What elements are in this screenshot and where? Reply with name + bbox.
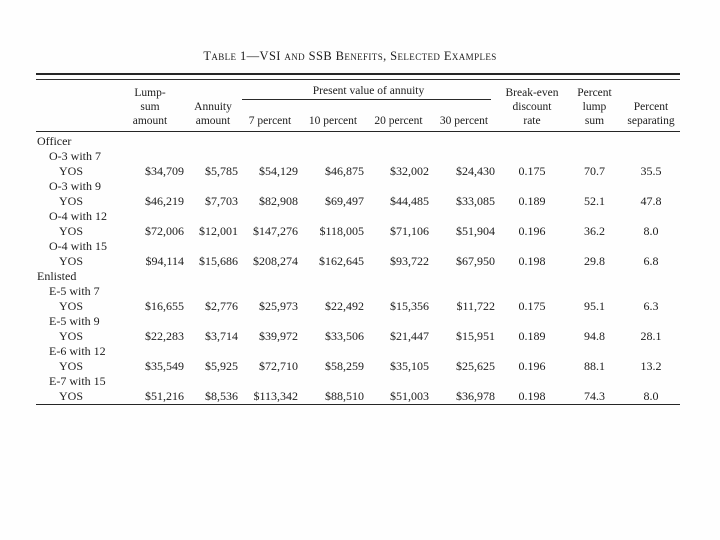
group-row: [36, 269, 680, 284]
cell-percent-lump: 70.7: [584, 164, 605, 178]
cell-pv-20: $71,106: [390, 224, 429, 238]
cell-pv-30: $24,430: [456, 164, 495, 178]
present-value-spanner-rule: [242, 99, 491, 100]
cell-pv-7: $208,274: [253, 254, 298, 268]
cell-percent-separating: 8.0: [643, 224, 659, 238]
cell-percent-lump: 88.1: [584, 359, 605, 373]
cell-pv-30: $51,904: [456, 224, 495, 238]
data-row: [36, 194, 680, 209]
header-percent-separating-line: separating: [627, 115, 675, 127]
cell-pv-10: $58,259: [325, 359, 364, 373]
header-percent-lump-line: sum: [584, 115, 605, 127]
rank-row: [36, 314, 680, 329]
header-break-even-line: rate: [523, 115, 541, 127]
rank-row: [36, 209, 680, 224]
cell-annuity: $5,925: [205, 359, 238, 373]
cell-pv-7: $54,129: [259, 164, 298, 178]
cell-percent-lump: 94.8: [584, 329, 605, 343]
cell-percent-lump: 95.1: [584, 299, 605, 313]
cell-percent-lump: 74.3: [584, 389, 605, 403]
rank-row: [36, 149, 680, 164]
yos-label: YOS: [59, 224, 84, 238]
cell-pv-20: $15,356: [390, 299, 429, 313]
cell-percent-separating: 28.1: [640, 329, 662, 343]
cell-pv-10: $69,497: [325, 194, 364, 208]
cell-pv-10: $162,645: [319, 254, 364, 268]
cell-pv-20: $21,447: [390, 329, 429, 343]
header-rule: [36, 131, 680, 132]
header-annuity-line: amount: [195, 115, 231, 127]
cell-annuity: $15,686: [199, 254, 238, 268]
table-header: [36, 84, 680, 128]
header-break-even: [497, 86, 567, 128]
cell-pv-7: $147,276: [253, 224, 298, 238]
header-20-percent: 20 percent: [374, 115, 423, 127]
group-label-enlisted: Enlisted: [37, 269, 77, 283]
cell-lump-sum: $72,006: [145, 224, 184, 238]
header-annuity-line: Annuity: [194, 101, 232, 113]
cell-annuity: $8,536: [205, 389, 238, 403]
table-body: [36, 134, 680, 404]
cell-lump-sum: $35,549: [145, 359, 184, 373]
header-lump-sum-line: amount: [132, 115, 168, 127]
cell-percent-lump: 36.2: [584, 224, 605, 238]
data-row: [36, 329, 680, 344]
bottom-rule: [36, 404, 680, 405]
rank-label: E-6 with 12: [49, 344, 106, 358]
cell-lump-sum: $51,216: [145, 389, 184, 403]
cell-pv-10: $33,506: [325, 329, 364, 343]
yos-label: YOS: [59, 194, 84, 208]
rank-label: O-4 with 15: [49, 239, 107, 253]
header-present-value-group: [240, 84, 497, 128]
cell-break-even: 0.189: [518, 194, 546, 208]
cell-break-even: 0.198: [518, 254, 546, 268]
header-break-even-line: Break-even: [505, 87, 559, 99]
header-percent-lump-line: Percent: [577, 87, 612, 99]
cell-annuity: $7,703: [205, 194, 238, 208]
cell-pv-7: $25,973: [259, 299, 298, 313]
top-double-rule: [36, 73, 680, 80]
cell-percent-separating: 8.0: [643, 389, 659, 403]
yos-label: YOS: [59, 164, 84, 178]
cell-pv-30: $25,625: [456, 359, 495, 373]
cell-pv-10: $118,005: [319, 224, 364, 238]
cell-annuity: $5,785: [205, 164, 238, 178]
cell-pv-7: $72,710: [259, 359, 298, 373]
cell-percent-lump: 52.1: [584, 194, 605, 208]
cell-pv-20: $51,003: [390, 389, 429, 403]
cell-pv-10: $46,875: [325, 164, 364, 178]
cell-lump-sum: $22,283: [145, 329, 184, 343]
yos-label: YOS: [59, 359, 84, 373]
data-row: [36, 299, 680, 314]
rank-row: [36, 239, 680, 254]
header-30-percent: 30 percent: [439, 115, 489, 127]
cell-percent-separating: 35.5: [640, 164, 662, 178]
cell-lump-sum: $16,655: [145, 299, 184, 313]
group-row: [36, 134, 680, 149]
cell-break-even: 0.196: [518, 224, 546, 238]
cell-percent-separating: 6.3: [643, 299, 659, 313]
cell-break-even: 0.196: [518, 359, 546, 373]
cell-percent-separating: 47.8: [640, 194, 662, 208]
cell-percent-separating: 13.2: [640, 359, 662, 373]
rank-row: [36, 344, 680, 359]
group-label-officer: Officer: [37, 134, 72, 148]
cell-pv-20: $35,105: [390, 359, 429, 373]
cell-percent-separating: 6.8: [643, 254, 659, 268]
cell-break-even: 0.198: [518, 389, 546, 403]
header-lump-sum-line: Lump-: [134, 87, 166, 99]
header-percent-lump-line: lump: [582, 101, 607, 113]
data-row: [36, 164, 680, 179]
rank-label: E-7 with 15: [49, 374, 106, 388]
cell-pv-7: $113,342: [253, 389, 298, 403]
yos-label: YOS: [59, 329, 84, 343]
header-lump-sum: [114, 86, 186, 128]
header-annuity: [186, 100, 240, 128]
header-lump-sum-line: sum: [140, 101, 160, 113]
cell-lump-sum: $46,219: [145, 194, 184, 208]
rank-row: [36, 179, 680, 194]
cell-annuity: $2,776: [205, 299, 238, 313]
cell-pv-7: $82,908: [259, 194, 298, 208]
cell-break-even: 0.189: [518, 329, 546, 343]
rank-label: E-5 with 9: [49, 314, 100, 328]
rank-row: [36, 374, 680, 389]
cell-break-even: 0.175: [518, 164, 546, 178]
table-title: Table 1—VSI and SSB Benefits, Selected Examples: [203, 49, 497, 63]
rank-label: O-3 with 7: [49, 149, 101, 163]
data-row: [36, 359, 680, 374]
header-percent-columns: [240, 114, 497, 128]
header-percent-separating: [622, 100, 680, 128]
header-percent-separating-line: Percent: [633, 101, 669, 113]
cell-percent-lump: 29.8: [584, 254, 605, 268]
cell-pv-20: $32,002: [390, 164, 429, 178]
yos-label: YOS: [59, 254, 84, 268]
yos-label: YOS: [59, 389, 84, 403]
cell-break-even: 0.175: [518, 299, 546, 313]
cell-annuity: $3,714: [205, 329, 238, 343]
rank-label: O-3 with 9: [49, 179, 101, 193]
rank-label: O-4 with 12: [49, 209, 107, 223]
cell-pv-30: $11,722: [456, 299, 495, 313]
header-break-even-line: discount: [512, 101, 552, 113]
header-percent-lump: [567, 86, 622, 128]
cell-pv-20: $44,485: [390, 194, 429, 208]
cell-pv-30: $67,950: [456, 254, 495, 268]
cell-lump-sum: $34,709: [145, 164, 184, 178]
header-7-percent: 7 percent: [248, 115, 292, 127]
data-row: [36, 389, 680, 404]
header-present-value-span: Present value of annuity: [312, 85, 425, 97]
rank-row: [36, 284, 680, 299]
cell-annuity: $12,001: [199, 224, 238, 238]
cell-pv-10: $22,492: [325, 299, 364, 313]
cell-pv-20: $93,722: [390, 254, 429, 268]
cell-lump-sum: $94,114: [145, 254, 184, 268]
cell-pv-30: $36,978: [456, 389, 495, 403]
data-row: [36, 224, 680, 239]
benefits-table: [36, 73, 680, 405]
cell-pv-30: $33,085: [456, 194, 495, 208]
cell-pv-10: $88,510: [325, 389, 364, 403]
rank-label: E-5 with 7: [49, 284, 100, 298]
header-10-percent: 10 percent: [308, 115, 358, 127]
cell-pv-7: $39,972: [259, 329, 298, 343]
data-row: [36, 254, 680, 269]
yos-label: YOS: [59, 299, 84, 313]
cell-pv-30: $15,951: [456, 329, 495, 343]
